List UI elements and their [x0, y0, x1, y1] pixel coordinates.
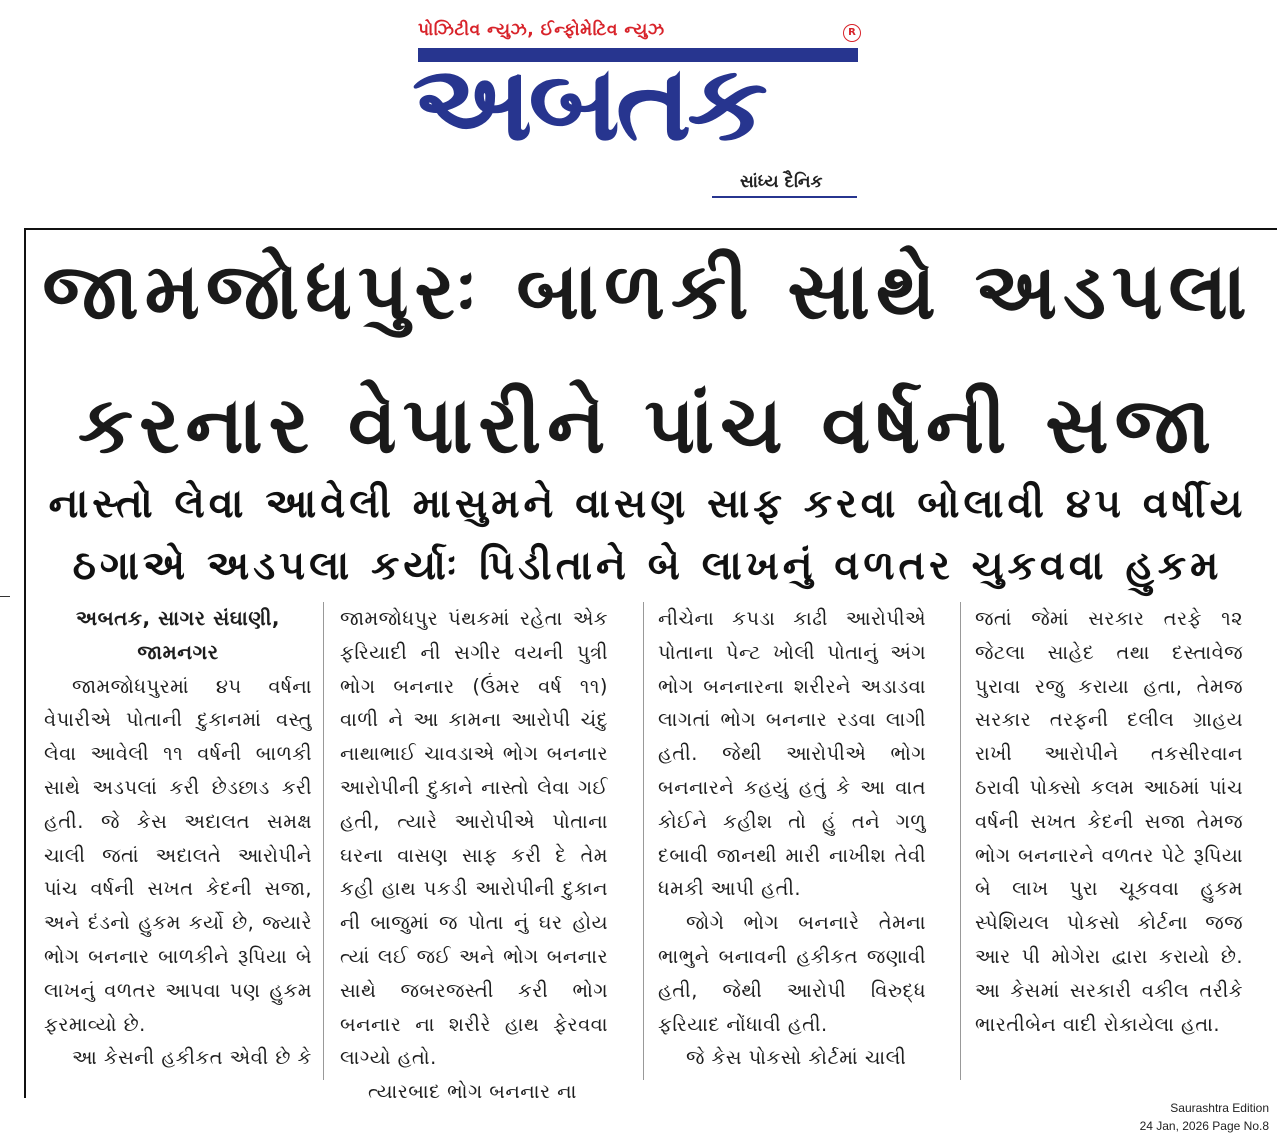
column-4-paragraph-1: જતાં જેમાં સરકાર તરફે ૧૨ જેટલા સાહેદ તથા દસ્તાવેજ પુરાવા રજુ કરાયા હતા, તેમજ સરકાર તરફની દલીલ ગ્રાહય રાખી આરોપીને તકસીરવાન ઠરાવી પોક્સો કલમ આઠમાં પાંચ વર્ષની સખત કેદની સજા તેમજ ભોગ બનનારને વળતર પેટે રૂપિયા બે લાખ પુરા ચૂકવવા હુકમ સ્પેશિયલ પોકસો કોર્ટના જજ આર પી મોગેરા દ્વારા કરાયો છે. આ કેસમાં સરકારી વકીલ તરીકે ભારતીબેન વાદી રોકાયેલા હતા. [975, 607, 1243, 1036]
column-1-paragraph-2: આ કેસની હકીકત એવી છે કે [72, 1046, 312, 1070]
column-divider [643, 602, 644, 1080]
column-1-paragraph-1: જામજોધપુરમાં ૪૫ વર્ષના વેપારીએ પોતાની દુકાનમાં વસ્તુ લેવા આવેલી ૧૧ વર્ષની બાળકી સાથે અડપલાં કરી છેડછાડ કરી હતી. જે કેસ અદાલત સમક્ષ ચાલી જતાં અદાલતે આરોપીને પાંચ વર્ષની સખત કેદની સજા, અને દંડનો હુકમ કર્યો છે, જ્યારે ભોગ બનનાર બાળકીને રૂપિયા બે લાખનું વળતર આપવા પણ હુકમ ફરમાવ્યો છે. [44, 674, 312, 1036]
byline-place: જામનગર [137, 639, 219, 664]
masthead [0, 0, 1277, 215]
headline-line-1: જામજોધપુરઃ બાળકી સાથે અડપલા [42, 247, 1253, 337]
article-column-1 [44, 602, 312, 1075]
column-divider [323, 602, 324, 1080]
column-2-paragraph-2: ત્યારબાદ ભોગ બનનાર ના [368, 1080, 577, 1104]
subheadline-line-1: નાસ્તો લેવા આવેલી માસુમને વાસણ સાફ કરવા બોલાવી ૪૫ વર્ષીય [48, 481, 1247, 527]
column-divider [960, 602, 961, 1080]
article-column-4 [975, 602, 1243, 1041]
subheadline-line-2: ઠગાએ અડપલા કર્યાઃ પિડીતાને બે લાખનું વળતર ચુકવવા હુકમ [72, 543, 1223, 589]
column-3-paragraph-2: જોગે ભોગ બનનારે તેમના ભાભુને બનાવની હકીકત જણાવી હતી, જેથી આરોપી વિરુદ્ધ ફરિયાદ નોંધાવી હતી. [658, 911, 926, 1036]
edition-label: Saurashtra Edition [1170, 1101, 1269, 1115]
masthead-subtitle: સાંધ્ય દૈનિક [740, 172, 823, 192]
registered-mark-icon: R [843, 24, 861, 42]
newspaper-logo: અબતક [412, 42, 764, 164]
article-column-3 [658, 602, 926, 1075]
column-3-paragraph-1: નીચેના કપડા કાઢી આરોપીએ પોતાના પેન્ટ ખોલી પોતાનું અંગ ભોગ બનનારના શરીરને અડાડવા લાગતાં ભોગ બનનાર રડવા લાગી હતી. જેથી આરોપીએ ભોગ બનનારને કહયું હતું કે આ વાત કોઈને કહીશ તો હું તને ગળુ દબાવી જાનથી મારી નાખીશ તેવી ધમકી આપી હતી. [658, 607, 926, 901]
subtitle-underline [712, 196, 857, 198]
headline-line-2: કરનાર વેપારીને પાંચ વર્ષની સજા [78, 381, 1217, 471]
date-page-label: 24 Jan, 2026 Page No.8 [1139, 1119, 1269, 1133]
article-column-2 [340, 602, 608, 1109]
masthead-tagline: પોઝિટીવ ન્યુઝ, ઈન્ફોમેટિવ ન્યુઝ [418, 20, 665, 40]
page-footer [1140, 1099, 1269, 1135]
margin-tick [0, 596, 10, 597]
column-3-paragraph-3: જે કેસ પોકસો કોર્ટમાં ચાલી [686, 1046, 907, 1070]
byline-name: અબતક, સાગર સંઘાણી, [75, 606, 281, 630]
column-2-paragraph-1: જામજોધપુર પંથકમાં રહેતા એક ફરિયાદી ની સગીર વયની પુત્રી ભોગ બનનાર (ઉંમર વર્ષ ૧૧) વાળી ને આ કામના આરોપી ચંદુ નાથાભાઈ ચાવડાએ ભોગ બનનાર આરોપીની દુકાને નાસ્તો લેવા ગઈ હતી, ત્યારે આરોપીએ પોતાના ઘરના વાસણ સાફ કરી દે તેમ કહી હાથ પકડી આરોપીની દુકાન ની બાજુમાં જ પોતા નું ઘર હોય ત્યાં લઈ જઈ અને ભોગ બનનાર સાથે જબરજસ્તી કરી ભોગ બનનાર ના શરીરે હાથ ફેરવવા લાગ્યો હતો. [340, 607, 608, 1070]
